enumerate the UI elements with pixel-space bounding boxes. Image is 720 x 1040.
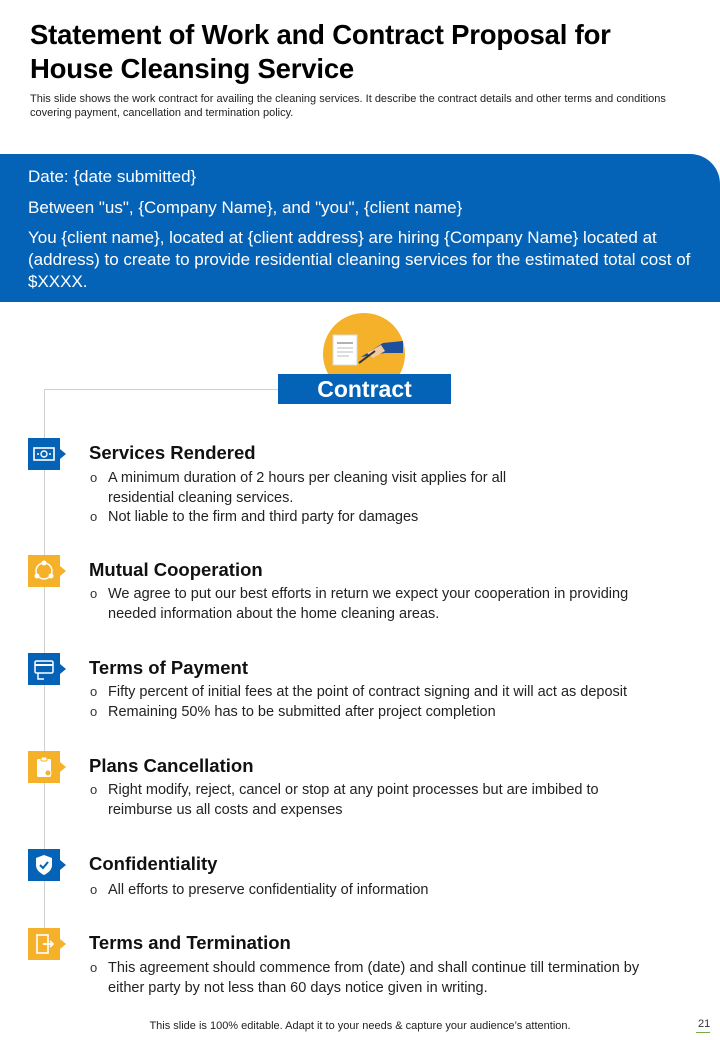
section-title: Mutual Cooperation	[89, 559, 263, 580]
banner-parties: Between "us", {Company Name}, and "you", {client name}	[28, 198, 463, 217]
bullet-list	[89, 781, 699, 820]
clipboard-cancel-icon	[28, 751, 60, 783]
section-title: Services Rendered	[89, 442, 256, 463]
section-title: Plans Cancellation	[89, 755, 254, 776]
banner-hiring-statement: You {client name}, located at {client address} are hiring {Company Name} located at (address) to create to provide residential cleaning services for the estimated total cost of $XXXX.	[28, 228, 691, 291]
bullet-list	[89, 959, 699, 998]
cooperation-network-icon	[28, 555, 60, 587]
bullet-item: o A minimum duration of 2 hours per cleaning visit applies for all residential cleaning services.	[89, 469, 559, 508]
banner-date: Date: {date submitted}	[28, 167, 197, 186]
bullet-item: o Right modify, reject, cancel or stop at any point processes but are imbibed to reimburse us all costs and expenses	[89, 781, 664, 820]
bullet-item: o All efforts to preserve confidentiality of information	[89, 881, 699, 901]
money-icon	[28, 438, 60, 470]
section-title: Terms and Termination	[89, 932, 291, 953]
page-subtitle: This slide shows the work contract for availing the cleaning services. It describe the contract details and other terms and conditions covering payment, cancellation and termination policy.	[30, 93, 666, 119]
bullet-list	[89, 881, 699, 901]
bullet-item: o This agreement should commence from (date) and shall continue till termination by either party by not less than 60 days notice given in writing.	[89, 959, 649, 998]
section-title: Confidentiality	[89, 853, 218, 874]
page-number: 21	[698, 1018, 711, 1030]
bullet-list	[89, 585, 699, 624]
exit-door-icon	[28, 928, 60, 960]
bullet-list	[89, 683, 699, 722]
shield-check-icon	[28, 849, 60, 881]
timeline-horizontal-line	[44, 389, 278, 390]
page-number-underline	[696, 1032, 710, 1033]
card-payment-icon	[28, 653, 60, 685]
bullet-item: o Not liable to the firm and third party for damages	[89, 508, 699, 528]
footer-note: This slide is 100% editable. Adapt it to your needs & capture your audience’s attention.	[149, 1020, 571, 1032]
page-title: Statement of Work and Contract Proposal for House Cleansing Service	[30, 19, 611, 84]
bullet-item: o Fifty percent of initial fees at the point of contract signing and it will act as deposit	[89, 683, 699, 703]
contract-summary-banner	[0, 154, 720, 302]
bullet-item: o Remaining 50% has to be submitted after project completion	[89, 703, 699, 723]
bullet-list	[89, 469, 699, 528]
bullet-item: o We agree to put our best efforts in return we expect your cooperation in providing needed information about the home cleaning areas.	[89, 585, 629, 624]
contract-label: Contract	[278, 374, 451, 404]
section-title: Terms of Payment	[89, 657, 249, 678]
